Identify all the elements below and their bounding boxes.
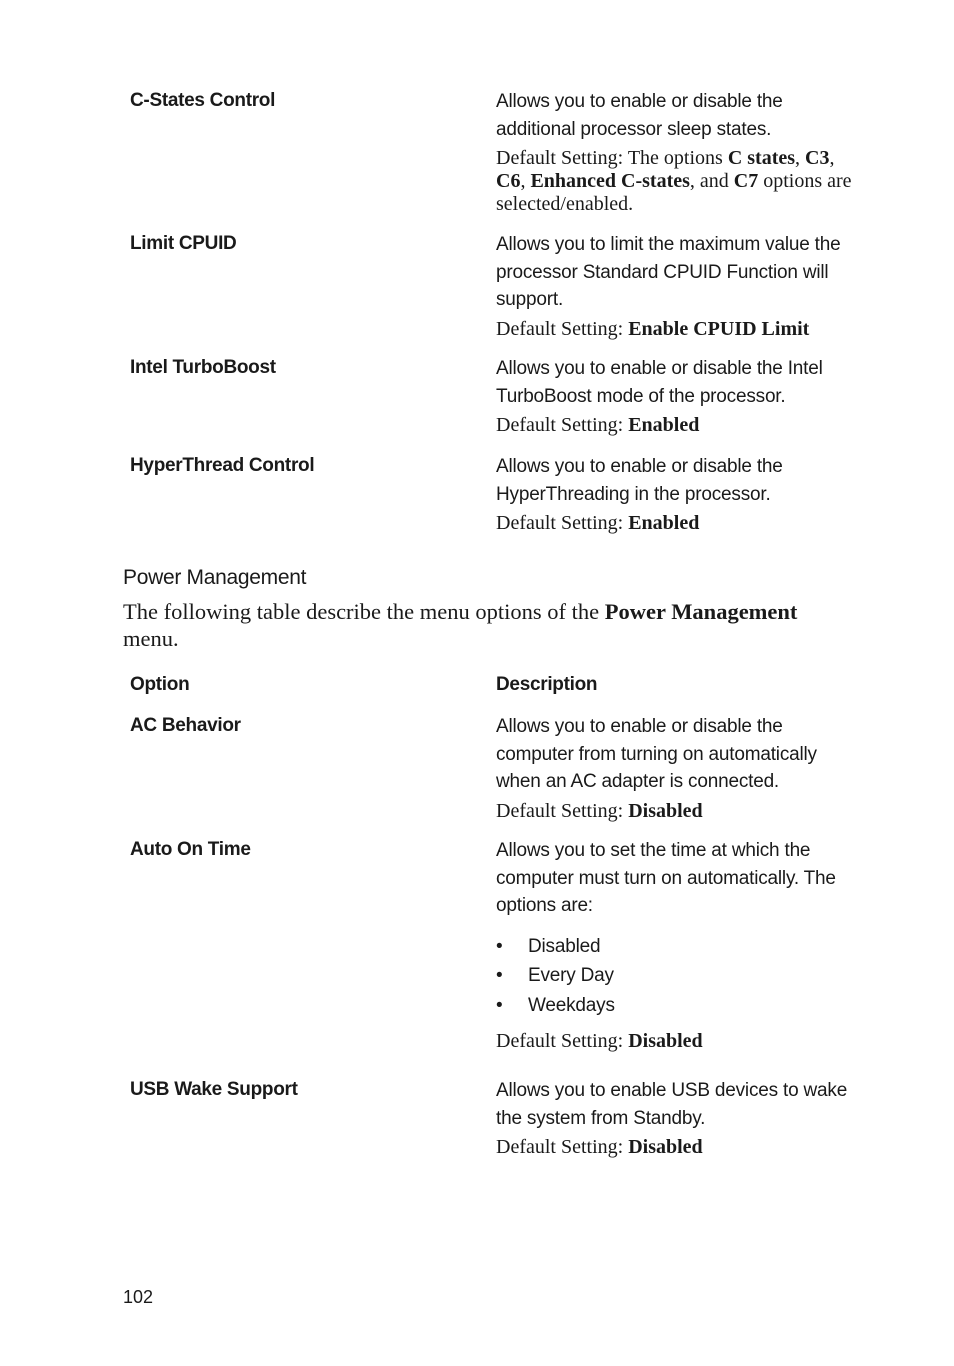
default-setting: Default Setting: Disabled <box>496 1030 703 1052</box>
section-intro: The following table describe the menu options of the Power Management menu. <box>123 599 798 651</box>
option-intel-turboboost: Intel TurboBoost <box>130 357 276 378</box>
section-heading: Power Management <box>123 566 307 589</box>
options-list <box>496 932 856 1021</box>
description-auto-on-time <box>496 837 856 1053</box>
table-header-description: Description <box>496 674 598 695</box>
list-item: • Weekdays <box>496 994 615 1016</box>
default-setting: Default Setting: Enable CPUID Limit <box>496 317 810 340</box>
option-usb-wake-support: USB Wake Support <box>130 1079 298 1100</box>
description-text: Allows you to enable USB devices to wake the system from Standby. <box>496 1080 848 1129</box>
default-setting: Default Setting: The options C states, C3, C6, Enhanced C-states, and C7 options are selected/enabled. <box>496 147 852 215</box>
list-item: • Disabled <box>496 935 601 957</box>
description-text: Allows you to limit the maximum value the processor Standard CPUID Function will support. <box>496 234 841 310</box>
default-setting: Default Setting: Enabled <box>496 414 700 436</box>
option-hyperthread-control: HyperThread Control <box>130 455 315 476</box>
description-usb-wake-support <box>496 1077 856 1159</box>
option-c-states-control: C-States Control <box>130 90 276 111</box>
page-number: 102 <box>123 1287 154 1307</box>
description-intel-turboboost <box>496 355 856 437</box>
description-limit-cpuid <box>496 231 856 341</box>
option-ac-behavior: AC Behavior <box>130 715 241 736</box>
description-text: Allows you to set the time at which the computer must turn on automatically. The options are: <box>496 840 836 916</box>
list-item: • Every Day <box>496 965 614 986</box>
description-ac-behavior <box>496 713 856 823</box>
default-setting: Default Setting: Enabled <box>496 512 700 534</box>
default-setting: Default Setting: Disabled <box>496 1136 703 1158</box>
option-auto-on-time: Auto On Time <box>130 839 251 860</box>
description-text: Allows you to enable or disable the computer from turning on automatically when an AC adapter is connected. <box>496 716 817 792</box>
description-c-states-control <box>496 88 856 216</box>
description-text: Allows you to enable or disable the additional processor sleep states. <box>496 91 783 140</box>
description-hyperthread-control <box>496 453 856 535</box>
default-setting: Default Setting: Disabled <box>496 799 703 822</box>
table-header-option: Option <box>130 674 190 695</box>
description-text: Allows you to enable or disable the HyperThreading in the processor. <box>496 456 783 505</box>
option-limit-cpuid: Limit CPUID <box>130 233 237 254</box>
description-text: Allows you to enable or disable the Intel TurboBoost mode of the processor. <box>496 358 823 407</box>
